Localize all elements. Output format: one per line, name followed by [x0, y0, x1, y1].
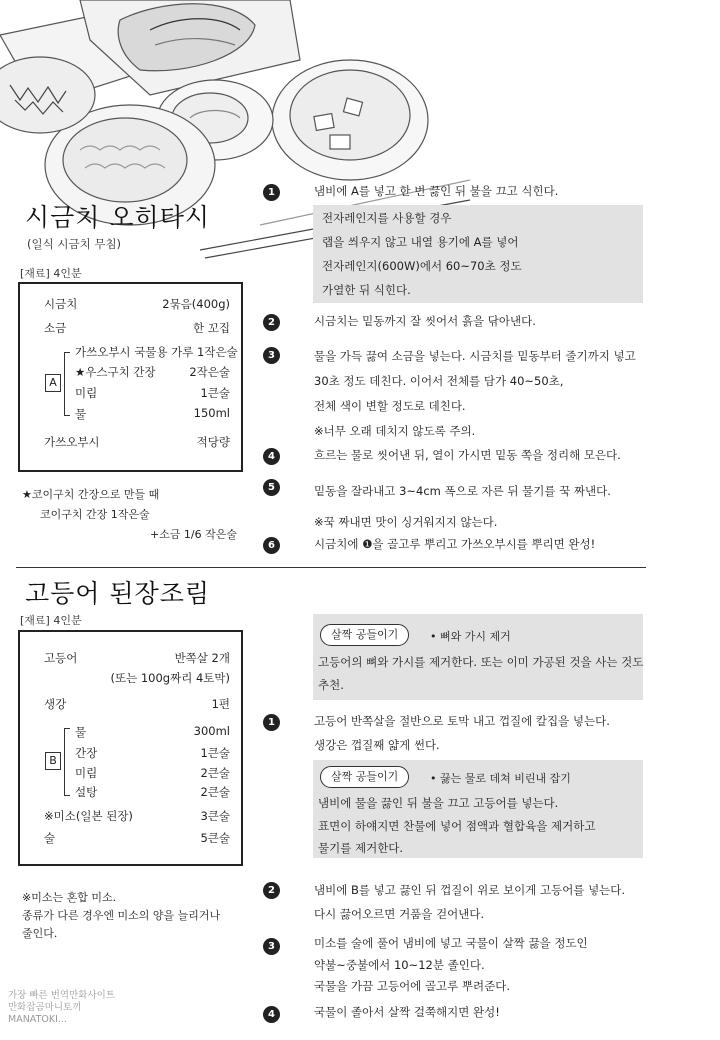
ingredient-row: 물 300ml: [75, 724, 230, 739]
recipe1-ingredients-box: [18, 282, 243, 472]
group-tag-b: B: [45, 752, 61, 770]
ingredient-row: 미림 1큰술: [75, 386, 230, 400]
ingredient-row: 미림 2큰술: [75, 766, 230, 780]
ingredient-row: 가쓰오부시 국물용 가루 1작은술: [75, 345, 238, 359]
step-number: 3: [263, 347, 280, 364]
section-divider: [16, 567, 646, 568]
step-number: 4: [263, 1006, 280, 1023]
recipe2-materials-label: [재료] 4인분: [20, 614, 82, 627]
tip-heading: • 뼈와 가시 제거: [430, 630, 511, 643]
step-text: 시금치에 ❶을 골고루 뿌리고 가쓰오부시를 뿌리면 완성!: [314, 537, 596, 551]
step-text: 고등어 반쪽살을 절반으로 토막 내고 껍질에 칼집을 넣는다. 생강은 껍질째 얇게 썬다.: [314, 714, 610, 752]
ingredient-row: 시금치 2묶음(400g): [44, 297, 230, 311]
recipe2-title: 고등어 된장조림: [25, 579, 210, 608]
ingredient-row: (또는 100g짜리 4토막): [110, 671, 230, 685]
recipe2-ingredients-box: [18, 630, 243, 866]
watermark: 가장 빠른 번역만화사이트 만화잡곰마니토끼 MANATOKI...: [8, 990, 115, 1025]
step-number: 3: [263, 938, 280, 955]
tip-label: 살짝 공들이기: [320, 766, 409, 788]
step-text: 미소를 술에 풀어 냄비에 넣고 국물이 살짝 끓을 정도인 약불~중불에서 10~12분 졸인다. 국물을 가끔 고등어에 골고루 뿌려준다.: [314, 936, 588, 993]
step-number: 1: [263, 184, 280, 201]
ingredient-row: 고등어 반쪽살 2개: [44, 651, 230, 665]
ingredient-row: 간장 1큰술: [75, 746, 230, 760]
step-number: 2: [263, 314, 280, 331]
step-number: 4: [263, 448, 280, 465]
gray-note-text: 전자레인지를 사용할 경우 랩을 씌우지 않고 내열 용기에 A를 넣어 전자레인지(600W)에서 60~70초 정도 가열한 뒤 식힌다.: [322, 211, 522, 297]
step-number: 1: [263, 714, 280, 731]
tip-text: 고등어의 뼈와 가시를 제거한다. 또는 이미 가공된 것을 사는 것도 추천.: [318, 655, 644, 692]
ingredient-row: ※미소(일본 된장) 3큰술: [44, 809, 230, 823]
group-tag-a: A: [45, 374, 61, 392]
step-text: 물을 가득 끓여 소금을 넣는다. 시금치를 밑동부터 줄기까지 넣고 30초 정도 데친다. 이어서 전체를 담가 40~50초, 전체 색이 변할 정도로 데친다. ※너무 오래 데치지 않도록 주의.: [314, 349, 636, 438]
ingredient-row: 물 150ml: [75, 406, 230, 421]
ingredient-row: ★우스구치 간장 2작은술: [75, 365, 230, 379]
step-number: 2: [263, 882, 280, 899]
recipe1-subtitle: (일식 시금치 무침): [27, 237, 122, 251]
tip-heading: • 끓는 물로 데쳐 비린내 잡기: [430, 772, 571, 785]
tip-label: 살짝 공들이기: [320, 624, 409, 646]
step-number: 5: [263, 479, 280, 496]
step-text: 냄비에 A를 넣고 한 번 끓인 뒤 불을 끄고 식힌다.: [314, 184, 559, 198]
step-text: 국물이 졸아서 살짝 걸쭉해지면 완성!: [314, 1005, 500, 1019]
tip-text: 냄비에 물을 끓인 뒤 불을 끄고 고등어를 넣는다. 표면이 하얘지면 찬물에 넣어 점액과 혈합육을 제거하고 물기를 제거한다.: [318, 796, 596, 855]
ingredient-row: 생강 1편: [44, 697, 230, 711]
ingredient-row: 술 5큰술: [44, 831, 230, 845]
group-bracket: [64, 728, 70, 796]
recipe1-note: ★코이구치 간장으로 만들 때 코이구치 간장 1작은술 +소금 1/6 작은술: [22, 488, 237, 541]
ingredient-row: 소금 한 꼬집: [44, 321, 230, 335]
recipe1-title: 시금치 오히타시: [25, 203, 210, 232]
ingredient-row: 설탕 2큰술: [75, 785, 230, 799]
step-text: 냄비에 B를 넣고 끓인 뒤 껍질이 위로 보이게 고등어를 넣는다. 다시 끓어오르면 거품을 걷어낸다.: [314, 883, 626, 921]
step-text: 흐르는 물로 씻어낸 뒤, 열이 가시면 밑동 쪽을 정리해 모은다.: [314, 448, 621, 462]
ingredient-row: 가쓰오부시 적당량: [44, 435, 230, 449]
step-text: 시금치는 밑동까지 잘 씻어서 흙을 닦아낸다.: [314, 314, 536, 328]
group-bracket: [64, 352, 70, 416]
step-text: 밑동을 잘라내고 3~4cm 폭으로 자른 뒤 물기를 꾹 짜낸다. ※꾹 짜내면 맛이 싱거워지지 않는다.: [314, 484, 611, 529]
step-number: 6: [263, 537, 280, 554]
recipe2-note: ※미소는 혼합 미소. 종류가 다른 경우엔 미소의 양을 늘리거나 줄인다.: [22, 891, 221, 940]
recipe1-materials-label: [재료] 4인분: [20, 267, 82, 280]
